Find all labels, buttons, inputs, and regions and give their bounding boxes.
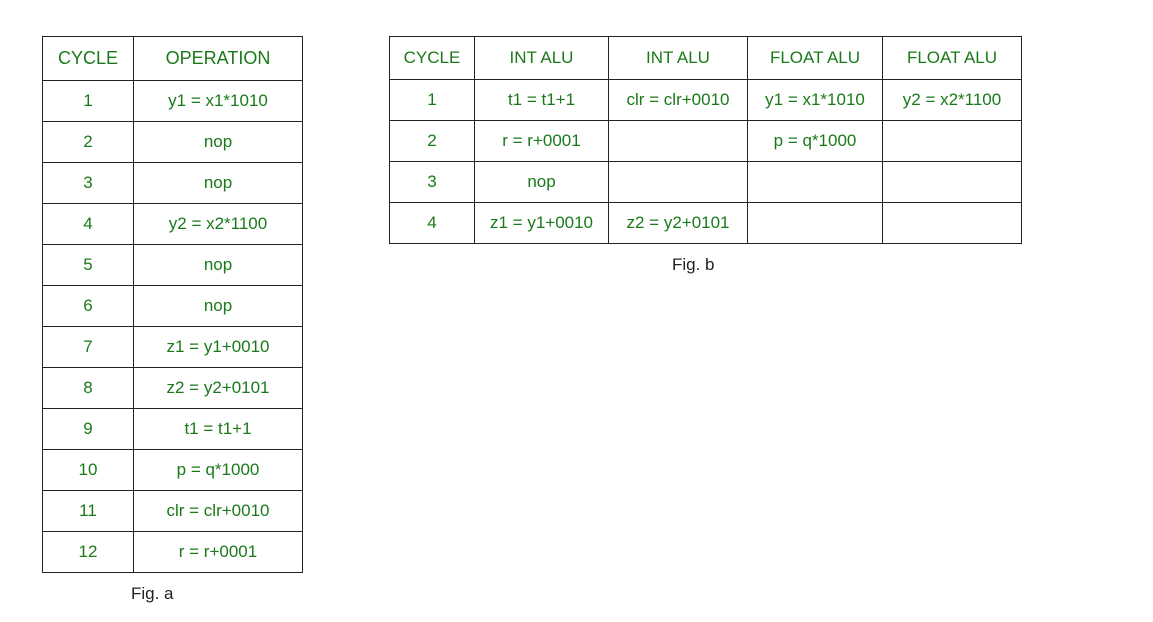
- table-row: [390, 162, 1022, 203]
- cycle-cell: 2: [43, 122, 134, 163]
- table-row: [43, 532, 303, 573]
- fig-b-header-row: [390, 37, 1022, 80]
- cycle-cell: 10: [43, 450, 134, 491]
- operation-cell: nop: [134, 122, 303, 163]
- int-alu-1-cell: r = r+0001: [475, 121, 609, 162]
- cycle-cell: 1: [390, 80, 475, 121]
- operation-cell: y1 = x1*1010: [134, 81, 303, 122]
- float-alu-2-cell: y2 = x2*1100: [883, 80, 1022, 121]
- fig-b-table: [389, 36, 1022, 244]
- table-row: [43, 163, 303, 204]
- table-row: [43, 368, 303, 409]
- cycle-cell: 1: [43, 81, 134, 122]
- table-row: [390, 121, 1022, 162]
- table-row: [43, 245, 303, 286]
- cycle-cell: 6: [43, 286, 134, 327]
- operation-cell: nop: [134, 245, 303, 286]
- table-row: [43, 122, 303, 163]
- float-alu-2-cell: [883, 203, 1022, 244]
- cycle-cell: 4: [390, 203, 475, 244]
- cycle-cell: 3: [43, 163, 134, 204]
- cycle-cell: 12: [43, 532, 134, 573]
- fig-a-header-operation: OPERATION: [134, 37, 303, 81]
- int-alu-2-cell: [609, 162, 748, 203]
- float-alu-1-cell: p = q*1000: [748, 121, 883, 162]
- table-row: [43, 286, 303, 327]
- fig-b-header-float-alu-2: FLOAT ALU: [883, 37, 1022, 80]
- operation-cell: r = r+0001: [134, 532, 303, 573]
- table-row: [43, 450, 303, 491]
- fig-a-header-row: [43, 37, 303, 81]
- operation-cell: y2 = x2*1100: [134, 204, 303, 245]
- float-alu-2-cell: [883, 162, 1022, 203]
- table-row: [43, 81, 303, 122]
- operation-cell: clr = clr+0010: [134, 491, 303, 532]
- cycle-cell: 2: [390, 121, 475, 162]
- cycle-cell: 7: [43, 327, 134, 368]
- int-alu-2-cell: z2 = y2+0101: [609, 203, 748, 244]
- fig-a-table: [42, 36, 303, 573]
- int-alu-1-cell: t1 = t1+1: [475, 80, 609, 121]
- operation-cell: z1 = y1+0010: [134, 327, 303, 368]
- fig-b-header-int-alu-1: INT ALU: [475, 37, 609, 80]
- table-row: [43, 327, 303, 368]
- int-alu-1-cell: z1 = y1+0010: [475, 203, 609, 244]
- fig-b-header-int-alu-2: INT ALU: [609, 37, 748, 80]
- operation-cell: p = q*1000: [134, 450, 303, 491]
- operation-cell: z2 = y2+0101: [134, 368, 303, 409]
- operation-cell: nop: [134, 163, 303, 204]
- float-alu-1-cell: [748, 162, 883, 203]
- fig-a-header-cycle: CYCLE: [43, 37, 134, 81]
- cycle-cell: 4: [43, 204, 134, 245]
- cycle-cell: 5: [43, 245, 134, 286]
- int-alu-2-cell: [609, 121, 748, 162]
- table-row: [390, 203, 1022, 244]
- operation-cell: nop: [134, 286, 303, 327]
- table-row: [43, 491, 303, 532]
- float-alu-1-cell: y1 = x1*1010: [748, 80, 883, 121]
- cycle-cell: 9: [43, 409, 134, 450]
- table-row: [43, 409, 303, 450]
- fig-b-header-float-alu-1: FLOAT ALU: [748, 37, 883, 80]
- fig-a-caption: Fig. a: [131, 584, 174, 603]
- int-alu-1-cell: nop: [475, 162, 609, 203]
- cycle-cell: 11: [43, 491, 134, 532]
- int-alu-2-cell: clr = clr+0010: [609, 80, 748, 121]
- fig-b-header-cycle: CYCLE: [390, 37, 475, 80]
- fig-b-caption: Fig. b: [672, 255, 715, 274]
- float-alu-1-cell: [748, 203, 883, 244]
- table-row: [43, 204, 303, 245]
- cycle-cell: 8: [43, 368, 134, 409]
- cycle-cell: 3: [390, 162, 475, 203]
- table-row: [390, 80, 1022, 121]
- float-alu-2-cell: [883, 121, 1022, 162]
- operation-cell: t1 = t1+1: [134, 409, 303, 450]
